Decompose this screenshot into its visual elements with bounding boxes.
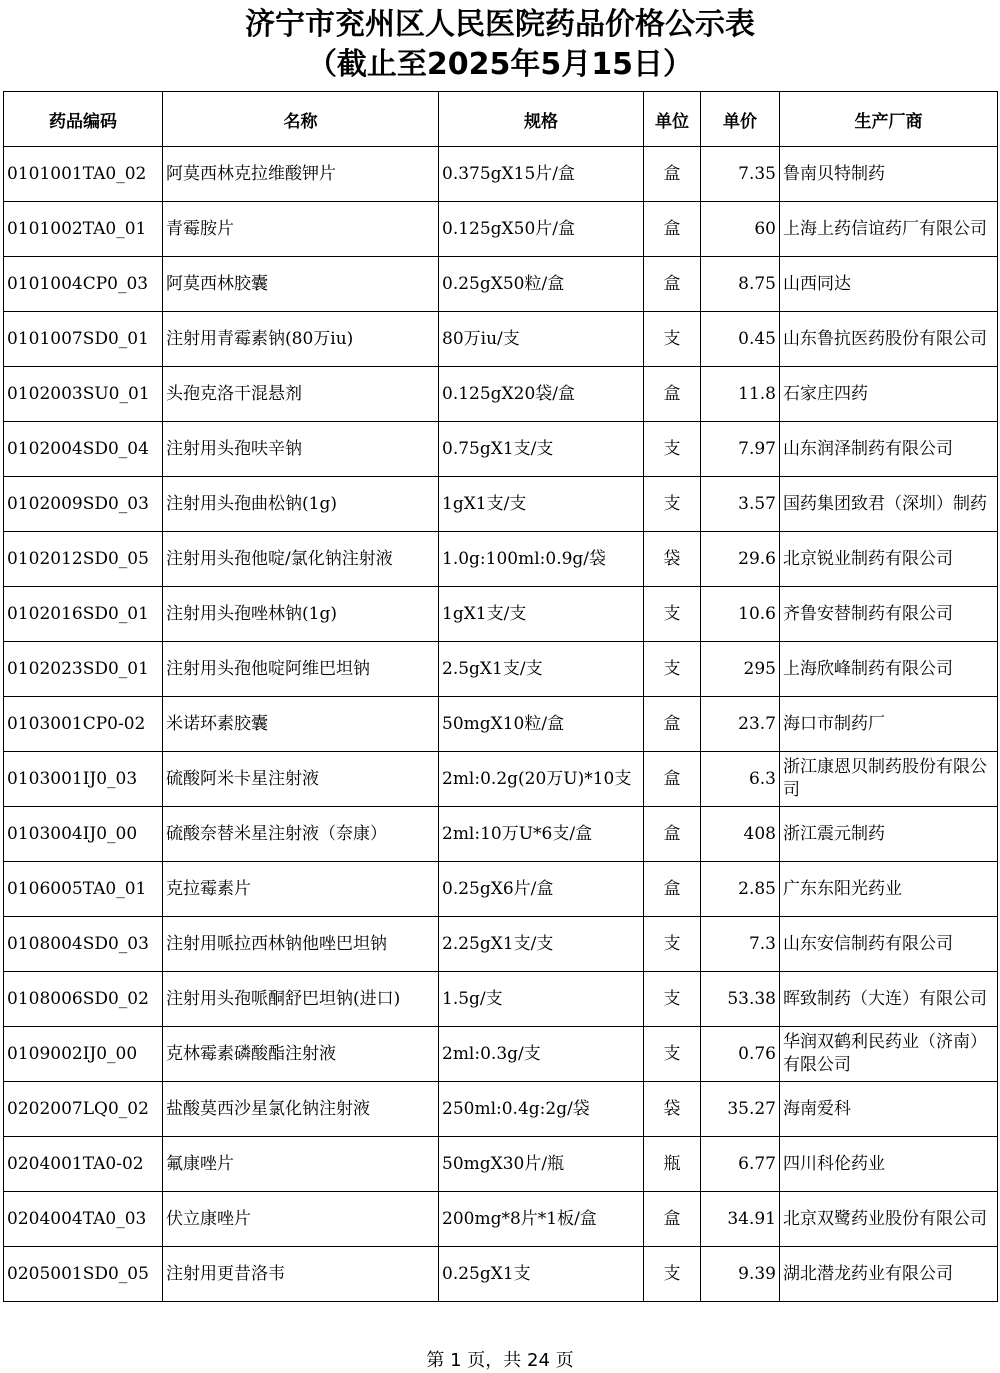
cell-spec: 2.5gX1支/支 <box>439 642 644 697</box>
cell-maker: 山东安信制药有限公司 <box>780 917 998 972</box>
table-row <box>4 477 998 532</box>
cell-price: 23.7 <box>701 697 780 752</box>
cell-name: 盐酸莫西沙星氯化钠注射液 <box>163 1082 439 1137</box>
page-title: 济宁市兖州区人民医院药品价格公示表 <box>245 7 755 42</box>
cell-unit: 支 <box>644 587 701 642</box>
cell-price: 9.39 <box>701 1247 780 1302</box>
cell-spec: 80万iu/支 <box>439 312 644 367</box>
table-row <box>4 147 998 202</box>
cell-spec: 0.75gX1支/支 <box>439 422 644 477</box>
cell-name: 阿莫西林克拉维酸钾片 <box>163 147 439 202</box>
header-name: 名称 <box>163 92 439 147</box>
cell-code: 0103001IJ0_03 <box>4 752 163 807</box>
cell-code: 0108006SD0_02 <box>4 972 163 1027</box>
cell-unit: 袋 <box>644 1082 701 1137</box>
cell-name: 克林霉素磷酸酯注射液 <box>163 1027 439 1082</box>
cell-price: 34.91 <box>701 1192 780 1247</box>
cell-name: 注射用头孢他啶/氯化钠注射液 <box>163 532 439 587</box>
table-row <box>4 642 998 697</box>
header-unit: 单位 <box>644 92 701 147</box>
cell-price: 53.38 <box>701 972 780 1027</box>
cell-code: 0102003SU0_01 <box>4 367 163 422</box>
table-row <box>4 697 998 752</box>
cell-price: 0.45 <box>701 312 780 367</box>
cell-unit: 盒 <box>644 752 701 807</box>
cell-code: 0101004CP0_03 <box>4 257 163 312</box>
table-row <box>4 367 998 422</box>
cell-maker: 海口市制药厂 <box>780 697 998 752</box>
cell-name: 头孢克洛干混悬剂 <box>163 367 439 422</box>
cell-name: 注射用头孢呋辛钠 <box>163 422 439 477</box>
table-row <box>4 1192 998 1247</box>
cell-price: 29.6 <box>701 532 780 587</box>
cell-unit: 支 <box>644 1247 701 1302</box>
table-row <box>4 312 998 367</box>
table-row <box>4 532 998 587</box>
cell-price: 6.77 <box>701 1137 780 1192</box>
cell-code: 0101002TA0_01 <box>4 202 163 257</box>
table-row <box>4 972 998 1027</box>
cell-spec: 250ml:0.4g:2g/袋 <box>439 1082 644 1137</box>
header-price: 单价 <box>701 92 780 147</box>
cell-unit: 支 <box>644 642 701 697</box>
cell-maker: 齐鲁安替制药有限公司 <box>780 587 998 642</box>
cell-unit: 支 <box>644 312 701 367</box>
cell-unit: 袋 <box>644 532 701 587</box>
header-spec: 规格 <box>439 92 644 147</box>
cell-price: 11.8 <box>701 367 780 422</box>
cell-spec: 2.25gX1支/支 <box>439 917 644 972</box>
cell-price: 295 <box>701 642 780 697</box>
cell-name: 伏立康唑片 <box>163 1192 439 1247</box>
cell-code: 0102023SD0_01 <box>4 642 163 697</box>
cell-maker: 石家庄四药 <box>780 367 998 422</box>
cell-code: 0108004SD0_03 <box>4 917 163 972</box>
cell-maker: 北京双鹭药业股份有限公司 <box>780 1192 998 1247</box>
cell-spec: 1gX1支/支 <box>439 587 644 642</box>
page-number: 第 1 页，共 24 页 <box>426 1350 574 1371</box>
cell-code: 0204004TA0_03 <box>4 1192 163 1247</box>
table-row <box>4 422 998 477</box>
header-code: 药品编码 <box>4 92 163 147</box>
table-row <box>4 917 998 972</box>
cell-name: 注射用更昔洛韦 <box>163 1247 439 1302</box>
cell-unit: 盒 <box>644 202 701 257</box>
cell-spec: 2ml:0.3g/支 <box>439 1027 644 1082</box>
cell-name: 氟康唑片 <box>163 1137 439 1192</box>
cell-maker: 山西同达 <box>780 257 998 312</box>
header-maker: 生产厂商 <box>780 92 998 147</box>
cell-code: 0101001TA0_02 <box>4 147 163 202</box>
cell-spec: 0.25gX50粒/盒 <box>439 257 644 312</box>
table-row <box>4 257 998 312</box>
table-row <box>4 202 998 257</box>
cell-name: 硫酸阿米卡星注射液 <box>163 752 439 807</box>
cell-price: 408 <box>701 807 780 862</box>
cell-maker: 广东东阳光药业 <box>780 862 998 917</box>
cell-unit: 支 <box>644 972 701 1027</box>
cell-price: 7.3 <box>701 917 780 972</box>
cell-unit: 盒 <box>644 807 701 862</box>
cell-spec: 1gX1支/支 <box>439 477 644 532</box>
table-header-row <box>4 92 998 147</box>
cell-spec: 200mg*8片*1板/盒 <box>439 1192 644 1247</box>
cell-price: 0.76 <box>701 1027 780 1082</box>
cell-price: 6.3 <box>701 752 780 807</box>
cell-code: 0101007SD0_01 <box>4 312 163 367</box>
cell-spec: 0.25gX6片/盒 <box>439 862 644 917</box>
cell-unit: 盒 <box>644 697 701 752</box>
cell-name: 注射用头孢曲松钠(1g) <box>163 477 439 532</box>
table-row <box>4 1137 998 1192</box>
cell-spec: 1.0g:100ml:0.9g/袋 <box>439 532 644 587</box>
cell-unit: 盒 <box>644 147 701 202</box>
cell-maker: 浙江震元制药 <box>780 807 998 862</box>
cell-spec: 0.25gX1支 <box>439 1247 644 1302</box>
cell-name: 硫酸奈替米星注射液（奈康） <box>163 807 439 862</box>
cell-maker: 四川科伦药业 <box>780 1137 998 1192</box>
cell-spec: 50mgX30片/瓶 <box>439 1137 644 1192</box>
cell-name: 注射用头孢他啶阿维巴坦钠 <box>163 642 439 697</box>
table-row <box>4 1082 998 1137</box>
cell-price: 7.97 <box>701 422 780 477</box>
cell-price: 35.27 <box>701 1082 780 1137</box>
cell-price: 10.6 <box>701 587 780 642</box>
cell-price: 60 <box>701 202 780 257</box>
cell-price: 8.75 <box>701 257 780 312</box>
cell-spec: 2ml:0.2g(20万U)*10支 <box>439 752 644 807</box>
table-row <box>4 1247 998 1302</box>
drug-price-table <box>3 91 998 1302</box>
cell-maker: 北京锐业制药有限公司 <box>780 532 998 587</box>
cell-unit: 支 <box>644 917 701 972</box>
cell-code: 0103004IJ0_00 <box>4 807 163 862</box>
cell-code: 0102012SD0_05 <box>4 532 163 587</box>
cell-name: 注射用头孢哌酮舒巴坦钠(进口) <box>163 972 439 1027</box>
cell-code: 0102004SD0_04 <box>4 422 163 477</box>
cell-code: 0106005TA0_01 <box>4 862 163 917</box>
cell-spec: 2ml:10万U*6支/盒 <box>439 807 644 862</box>
cell-price: 7.35 <box>701 147 780 202</box>
cell-maker: 晖致制药（大连）有限公司 <box>780 972 998 1027</box>
cell-unit: 盒 <box>644 1192 701 1247</box>
table-row <box>4 587 998 642</box>
table-row <box>4 862 998 917</box>
cell-unit: 支 <box>644 422 701 477</box>
cell-code: 0202007LQ0_02 <box>4 1082 163 1137</box>
cell-maker: 鲁南贝特制药 <box>780 147 998 202</box>
cell-spec: 0.375gX15片/盒 <box>439 147 644 202</box>
cell-maker: 浙江康恩贝制药股份有限公司 <box>780 752 998 807</box>
cell-code: 0109002IJ0_00 <box>4 1027 163 1082</box>
cell-code: 0103001CP0-02 <box>4 697 163 752</box>
cell-spec: 0.125gX20袋/盒 <box>439 367 644 422</box>
cell-spec: 1.5g/支 <box>439 972 644 1027</box>
cell-price: 2.85 <box>701 862 780 917</box>
cell-maker: 上海欣峰制药有限公司 <box>780 642 998 697</box>
cell-unit: 盒 <box>644 257 701 312</box>
page-subtitle-date: （截止至2025年5月15日） <box>306 47 694 82</box>
cell-maker: 上海上药信谊药厂有限公司 <box>780 202 998 257</box>
table-row <box>4 807 998 862</box>
cell-unit: 盒 <box>644 367 701 422</box>
cell-name: 阿莫西林胶囊 <box>163 257 439 312</box>
cell-maker: 国药集团致君（深圳）制药 <box>780 477 998 532</box>
table-row <box>4 752 998 807</box>
cell-unit: 支 <box>644 477 701 532</box>
cell-maker: 湖北潜龙药业有限公司 <box>780 1247 998 1302</box>
cell-maker: 山东鲁抗医药股份有限公司 <box>780 312 998 367</box>
cell-name: 注射用青霉素钠(80万iu) <box>163 312 439 367</box>
cell-name: 米诺环素胶囊 <box>163 697 439 752</box>
cell-spec: 0.125gX50片/盒 <box>439 202 644 257</box>
cell-name: 注射用头孢唑林钠(1g) <box>163 587 439 642</box>
cell-unit: 支 <box>644 1027 701 1082</box>
cell-code: 0204001TA0-02 <box>4 1137 163 1192</box>
cell-code: 0102016SD0_01 <box>4 587 163 642</box>
table-row <box>4 1027 998 1082</box>
cell-code: 0102009SD0_03 <box>4 477 163 532</box>
cell-spec: 50mgX10粒/盒 <box>439 697 644 752</box>
cell-code: 0205001SD0_05 <box>4 1247 163 1302</box>
cell-maker: 山东润泽制药有限公司 <box>780 422 998 477</box>
cell-price: 3.57 <box>701 477 780 532</box>
cell-unit: 瓶 <box>644 1137 701 1192</box>
cell-maker: 华润双鹤利民药业（济南）有限公司 <box>780 1027 998 1082</box>
cell-name: 青霉胺片 <box>163 202 439 257</box>
cell-name: 注射用哌拉西林钠他唑巴坦钠 <box>163 917 439 972</box>
cell-maker: 海南爱科 <box>780 1082 998 1137</box>
cell-name: 克拉霉素片 <box>163 862 439 917</box>
cell-unit: 盒 <box>644 862 701 917</box>
